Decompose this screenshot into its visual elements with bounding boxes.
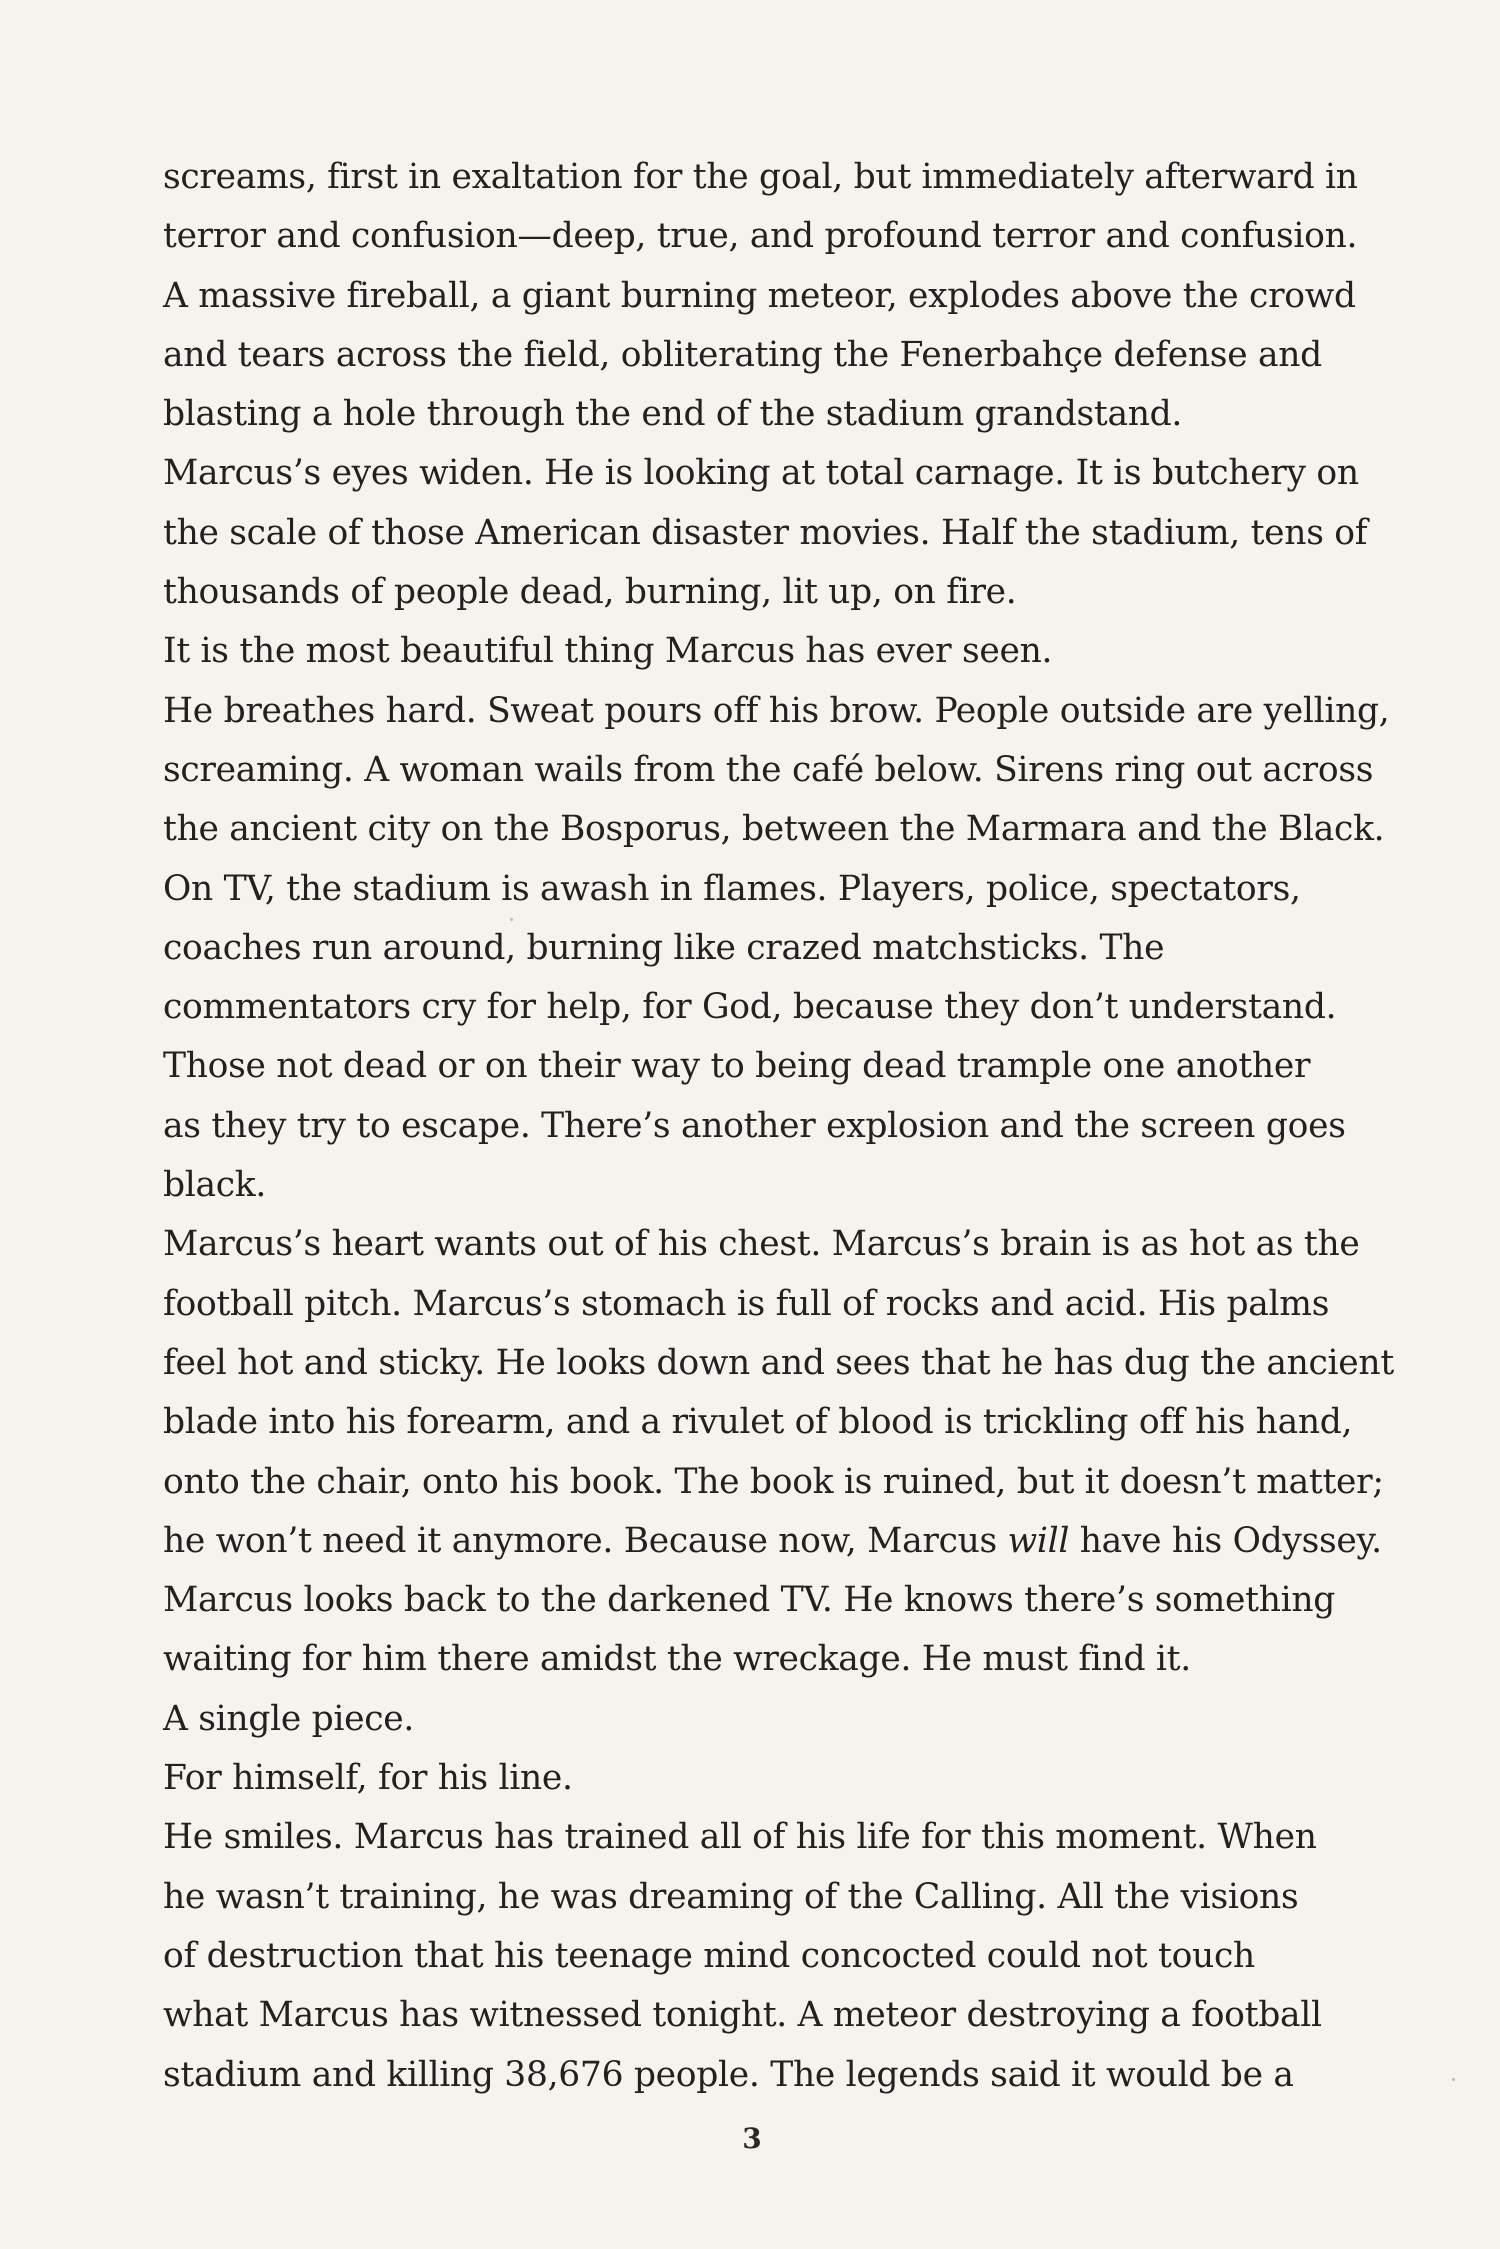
text-line: Marcus’s heart wants out of his chest. Marcus’s brain is as hot as the — [163, 1224, 1360, 1265]
text-line: and tears across the field, obliterating the Fenerbahçe defense and — [163, 334, 1322, 375]
text-line: It is the most beautiful thing Marcus has ever seen. — [163, 631, 1053, 672]
body-text — [163, 148, 1394, 2105]
text-line: onto the chair, onto his book. The book is ruined, but it doesn’t matter; — [163, 1461, 1384, 1502]
text-line: For himself, for his line. — [163, 1758, 573, 1799]
text-line: black. — [163, 1165, 267, 1206]
text-line: the scale of those American disaster movies. Half the stadium, tens of — [163, 512, 1368, 553]
text-line: Marcus looks back to the darkened TV. He knows there’s something — [163, 1580, 1336, 1621]
text-line: as they try to escape. There’s another explosion and the screen goes — [163, 1105, 1346, 1146]
text-line: thousands of people dead, burning, lit up, on fire. — [163, 572, 1017, 613]
text-line: of destruction that his teenage mind concocted could not touch — [163, 1935, 1255, 1976]
text-line: blasting a hole through the end of the stadium grandstand. — [163, 394, 1183, 435]
text-line: what Marcus has witnessed tonight. A meteor destroying a football — [163, 1995, 1322, 2036]
paper-speck — [510, 918, 513, 921]
text-line: stadium and killing 38,676 people. The legends said it would be a — [163, 2054, 1294, 2095]
text-segment: have his Odyssey. — [1069, 1520, 1382, 1561]
text-line: the ancient city on the Bosporus, between the Marmara and the Black. — [163, 809, 1385, 850]
text-line: he wasn’t training, he was dreaming of the Calling. All the visions — [163, 1876, 1299, 1917]
text-line: screams, first in exaltation for the goal, but immediately afterward in — [163, 157, 1358, 197]
text-line: blade into his forearm, and a rivulet of blood is trickling off his hand, — [163, 1402, 1353, 1443]
text-line: A single piece. — [163, 1698, 415, 1739]
text-line: He smiles. Marcus has trained all of his life for this moment. When — [163, 1817, 1317, 1858]
emphasis-word: will — [1007, 1520, 1070, 1561]
text-line: waiting for him there amidst the wreckage. He must find it. — [163, 1639, 1191, 1680]
text-line: coaches run around, burning like crazed matchsticks. The — [163, 927, 1165, 968]
text-line: Those not dead or on their way to being dead trample one another — [163, 1046, 1311, 1087]
text-line: terror and confusion—deep, true, and profound terror and confusion. — [163, 216, 1358, 257]
text-line: commentators cry for help, for God, because they don’t understand. — [163, 987, 1337, 1028]
text-line-italic — [163, 1512, 1382, 1571]
text-segment: he won’t need it anymore. Because now, Marcus — [163, 1520, 1008, 1561]
text-line: screaming. A woman wails from the café below. Sirens ring out across — [163, 749, 1374, 790]
text-line: feel hot and sticky. He looks down and sees that he has dug the ancient — [163, 1342, 1394, 1383]
paper-speck — [1452, 2078, 1455, 2081]
page-number: 3 — [742, 2122, 762, 2155]
text-line: He breathes hard. Sweat pours off his brow. People outside are yelling, — [163, 690, 1390, 731]
text-line: Marcus’s eyes widen. He is looking at total carnage. It is butchery on — [163, 453, 1359, 494]
text-line: On TV, the stadium is awash in flames. Players, police, spectators, — [163, 868, 1301, 909]
text-line: football pitch. Marcus’s stomach is full of rocks and acid. His palms — [163, 1283, 1330, 1324]
text-line: A massive fireball, a giant burning meteor, explodes above the crowd — [163, 275, 1356, 316]
